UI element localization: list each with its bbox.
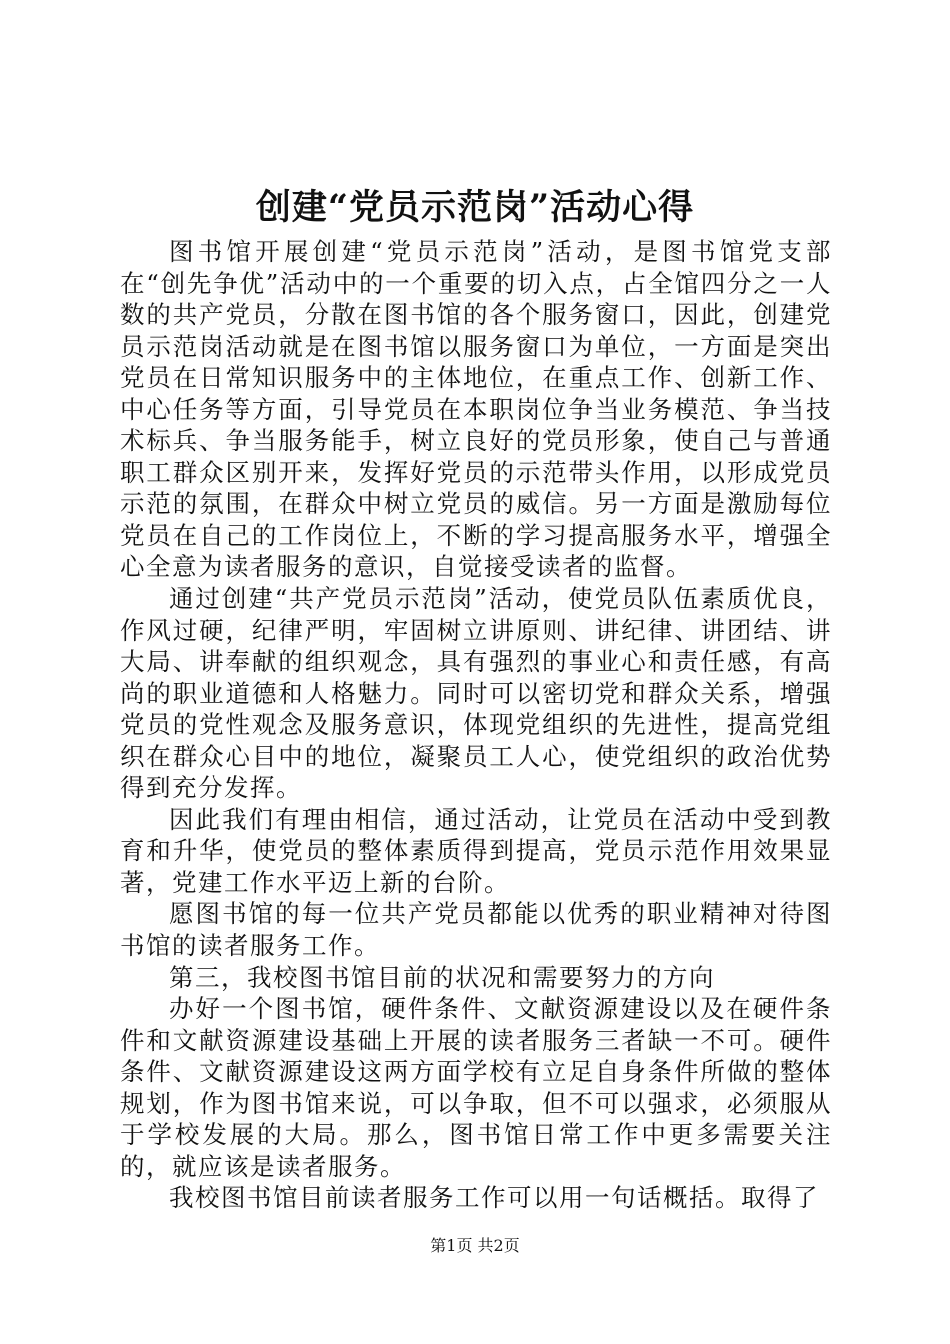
section-heading-third: 第三，我校图书馆目前的状况和需要努力的方向 xyxy=(169,962,715,992)
paragraph-5: 办好一个图书馆，硬件条件、文献资源建设以及在硬件条件和文献资源建设基础上开展的读者服务三者缺一不可。硬件条件、文献资源建设这两方面学校有立足自身条件所做的整体规划，作为图书馆来说，可以争取，但不可以强求，必须服从于学校发展的大局。那么，图书馆日常工作中更多需要关注的，就应该是读者服务。 xyxy=(120,994,832,1181)
paragraph-4: 愿图书馆的每一位共产党员都能以优秀的职业精神对待图书馆的读者服务工作。 xyxy=(120,899,832,961)
paragraph-2: 通过创建“共产党员示范岗”活动，使党员队伍素质优良，作风过硬，纪律严明，牢固树立讲原则、讲纪律、讲团结、讲大局、讲奉献的组织观念，具有强烈的事业心和责任感，有高尚的职业道德和人格魅力。同时可以密切党和群众关系，增强党员的党性观念及服务意识，体现党组织的先进性，提高党组织在群众心目中的地位，凝聚员工人心，使党组织的政治优势得到充分发挥。 xyxy=(120,584,832,803)
paragraph-3: 因此我们有理由相信，通过活动，让党员在活动中受到教育和升华，使党员的整体素质得到提高，党员示范作用效果显著，党建工作水平迈上新的台阶。 xyxy=(120,804,832,897)
paragraph-6: 我校图书馆目前读者服务工作可以用一句话概括。取得了 xyxy=(169,1183,819,1213)
page-footer: 第1页 共2页 xyxy=(430,1236,520,1255)
document-title: 创建“党员示范岗”活动心得 xyxy=(255,187,695,228)
paragraph-1: 图书馆开展创建“党员示范岗”活动，是图书馆党支部在“创先争优”活动中的一个重要的切入点，占全馆四分之一人数的共产党员，分散在图书馆的各个服务窗口，因此，创建党员示范岗活动就是在图书馆以服务窗口为单位，一方面是突出党员在日常知识服务中的主体地位，在重点工作、创新工作、中心任务等方面，引导党员在本职岗位争当业务模范、争当技术标兵、争当服务能手，树立良好的党员形象，使自己与普通职工群众区别开来，发挥好党员的示范带头作用，以形成党员示范的氛围，在群众中树立党员的威信。另一方面是激励每位党员在自己的工作岗位上，不断的学习提高服务水平，增强全心全意为读者服务的意识，自觉接受读者的监督。 xyxy=(120,237,832,582)
document-body xyxy=(120,236,832,1214)
